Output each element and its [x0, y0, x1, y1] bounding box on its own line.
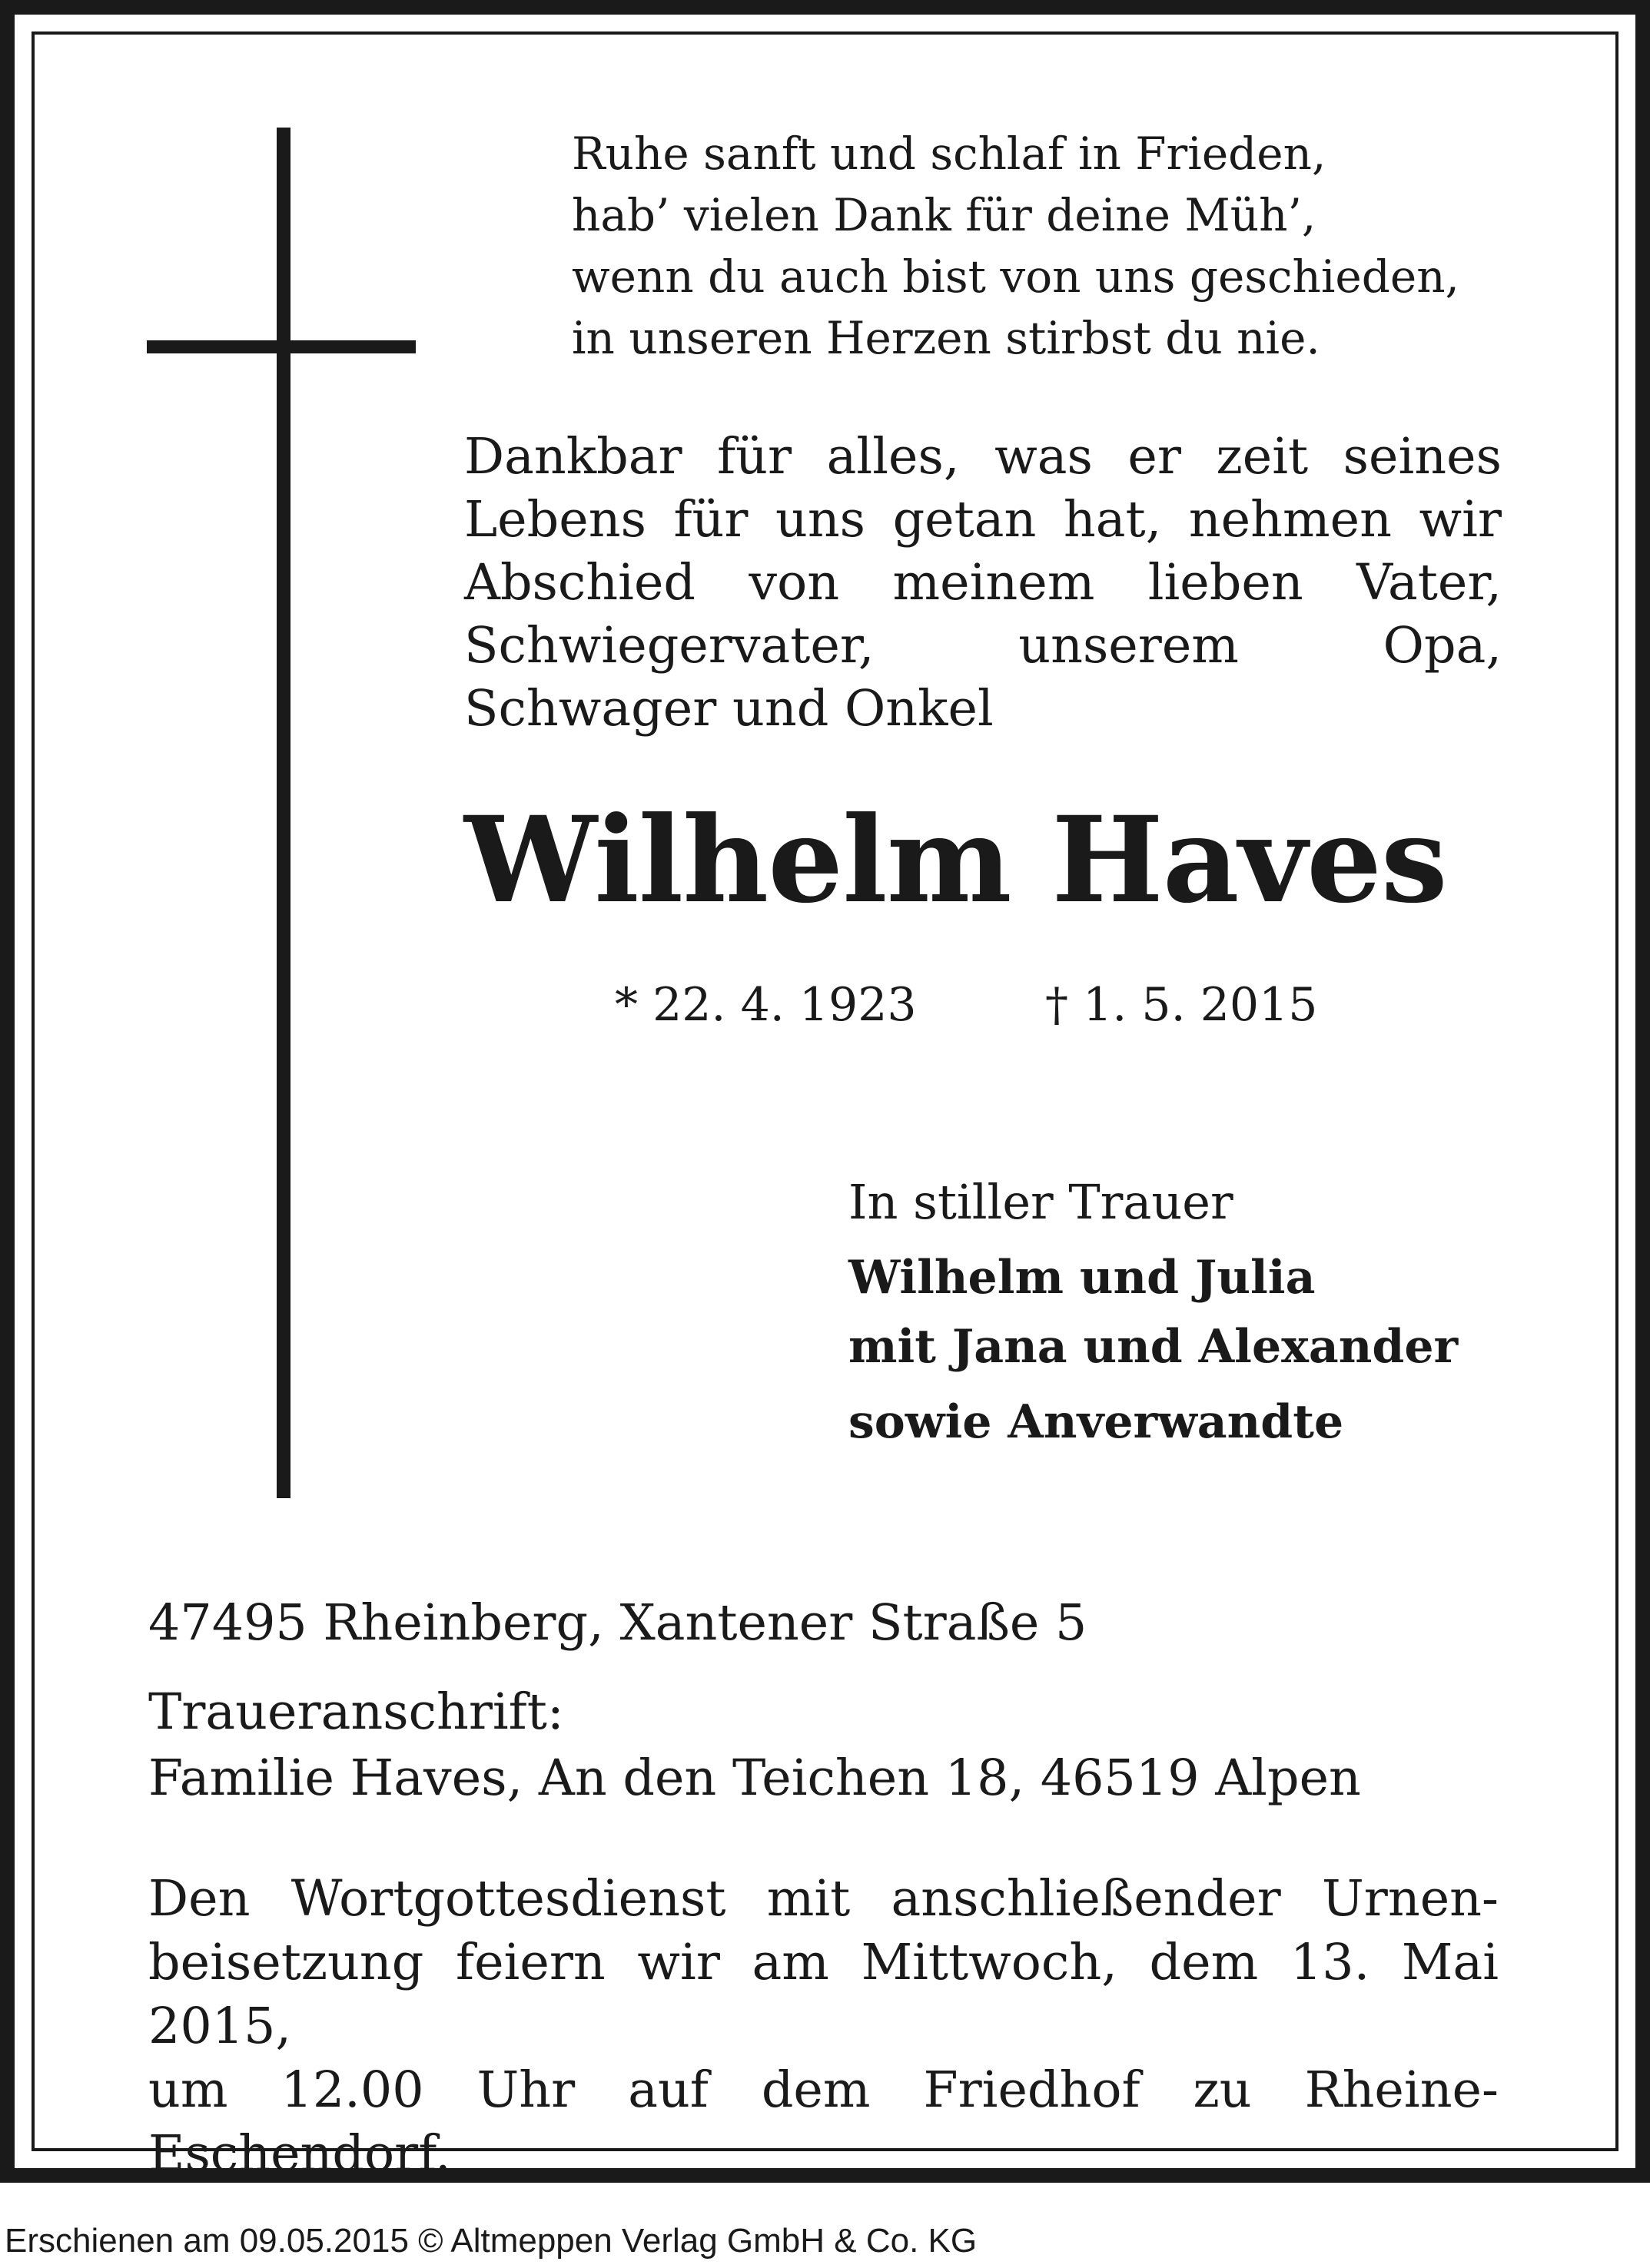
memorial-poem — [572, 123, 1540, 369]
cross-icon-horizontal-bar — [147, 340, 416, 353]
poem-line: in unseren Herzen stirbst du nie. — [572, 312, 1320, 364]
service-line: um 12.00 Uhr auf dem Friedhof zu Rheine-Eschendorf. — [148, 2061, 1499, 2183]
mourners-section — [848, 1168, 1540, 1457]
residence-address: 47495 Rheinberg, Xantener Straße 5 — [148, 1594, 1087, 1652]
address-section — [148, 1590, 1532, 1812]
death-date: † 1. 5. 2015 — [1045, 978, 1318, 1032]
poem-line: wenn du auch bist von uns geschieden, — [572, 250, 1459, 303]
poem-line: Ruhe sanft und schlaf in Frieden, — [572, 128, 1326, 180]
mourner-names: Wilhelm und Julia — [848, 1251, 1316, 1305]
poem-line: hab’ vielen Dank für deine Müh’, — [572, 189, 1316, 241]
farewell-text: Dankbar für alles, was er zeit seines Lebens für uns getan hat, nehmen wir Abschied von meinem lieben Vater, Schwiegervater, unserem Opa, Schwager und Onkel — [464, 428, 1502, 738]
mourning-heading: In stiller Trauer — [848, 1174, 1233, 1230]
deceased-name: Wilhelm Haves — [464, 791, 1447, 930]
mourner-relatives: sowie Anverwandte — [848, 1395, 1344, 1449]
service-line: beisetzung feiern wir am Mittwoch, dem 13. Mai 2015, — [148, 1934, 1499, 2055]
mourner-names: mit Jana und Alexander — [848, 1320, 1459, 1374]
cross-icon-vertical-bar — [277, 128, 290, 1498]
condolence-address: Familie Haves, An den Teichen 18, 46519 Alpen — [148, 1749, 1361, 1807]
funeral-service-info — [148, 1867, 1499, 2186]
service-line: Den Wortgottesdienst mit anschließender Urnen- — [148, 1870, 1499, 1928]
publication-credit: Erschienen am 09.05.2015 © Altmeppen Verlag GmbH & Co. KG — [5, 2222, 978, 2260]
birth-date: * 22. 4. 1923 — [615, 978, 917, 1032]
condolence-label: Traueranschrift: — [148, 1683, 564, 1741]
